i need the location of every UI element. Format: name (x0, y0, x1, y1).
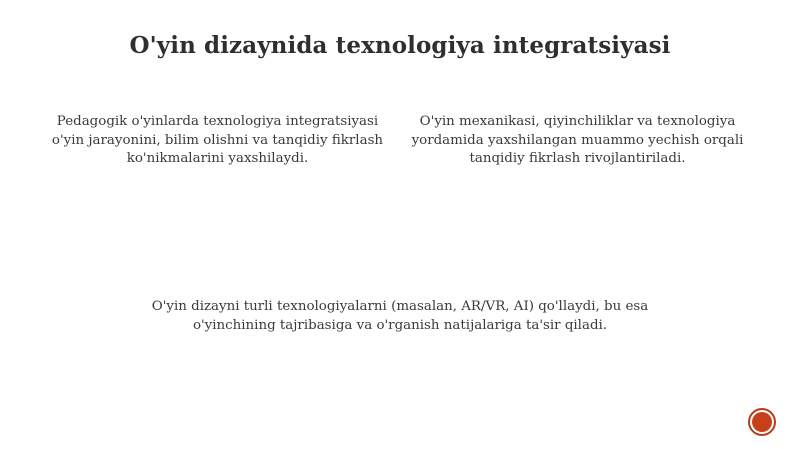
paragraph-right: O'yin mexanikasi, qiyinchiliklar va texnologiya yordamida yaxshilangan muammo yechish orqali tanqidiy fikrlash rivojlantiriladi. (411, 114, 744, 166)
slide-nav-button[interactable] (748, 408, 776, 436)
paragraph-bottom: O'yin dizayni turli texnologiyalarni (masalan, AR/VR, AI) qo'llaydi, bu esa o'yinchining tajribasiga va o'rganish natijalariga ta'sir qiladi. (151, 299, 649, 333)
paragraph-left: Pedagogik o'yinlarda texnologiya integratsiyasi o'yin jarayonini, bilim olishni va tanqidiy fikrlash ko'nikmalarini yaxshilaydi. (51, 114, 384, 166)
circle-button-icon (752, 412, 772, 432)
slide-title: O'yin dizaynida texnologiya integratsiyasi (129, 32, 671, 59)
